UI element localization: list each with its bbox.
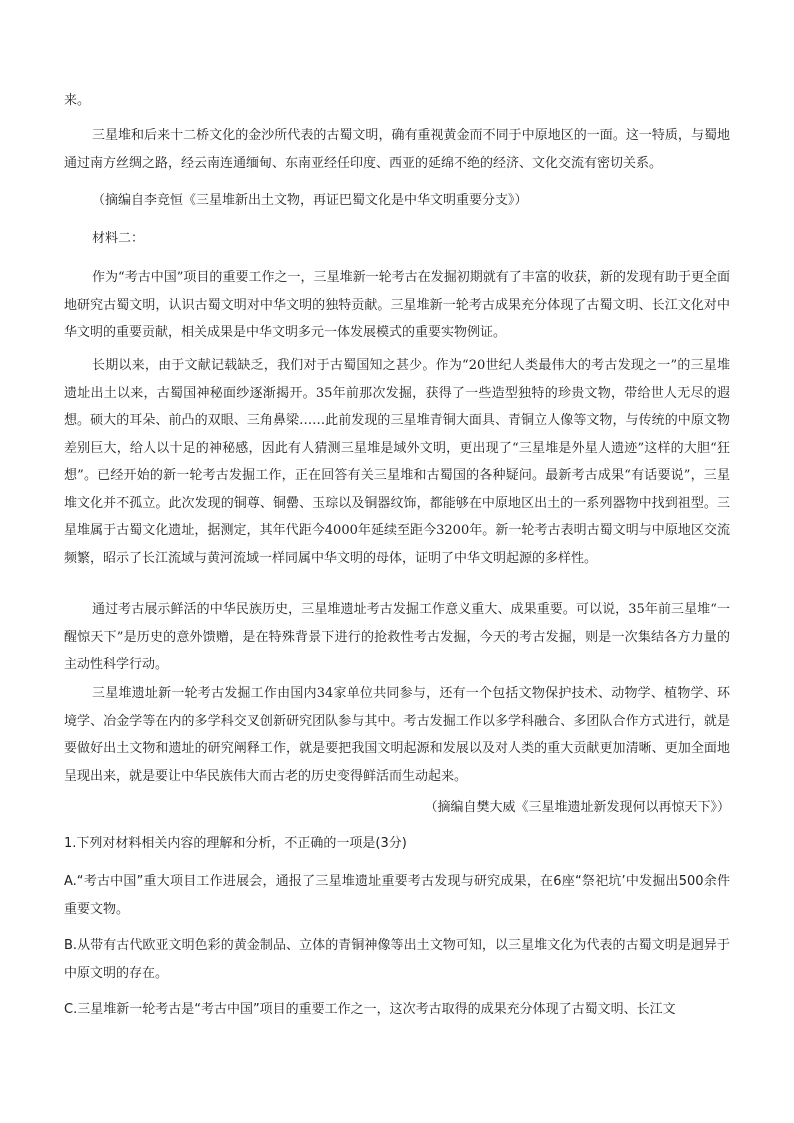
question-1-option-c[interactable]: C.三星堆新一轮考古是“考古中国”项目的重要工作之一，这次考古取得的成果充分体现了古蜀文明、长江文 [64, 1002, 676, 1017]
material2-heading: 材料二： [92, 231, 145, 246]
continuation-text: 来。 [64, 93, 91, 108]
question-1-stem: 1.下列对材料相关内容的理解和分析，不正确的一项是(3分) [64, 836, 407, 851]
material2-paragraph-3: 通过考古展示鲜活的中华民族历史，三星堆遗址考古发掘工作意义重大、成果重要。可以说，35年前三星堆“一醒惊天下”是历史的意外馈赠，是在特殊背景下进行的抢救性考古发掘，今天的考古发掘，则是一次集结各方力量的主动性科学行动。 [64, 602, 730, 672]
material2-paragraph-4: 三星堆遗址新一轮考古发掘工作由国内34家单位共同参与，还有一个包括文物保护技术、动物学、植物学、环境学、冶金学等在内的多学科交叉创新研究团队参与其中。考古发掘工作以多学科融合、多团队合作方式进行，就是要做好出土文物和遗址的研究阐释工作，就是要把我国文明起源和发展以及对人类的重大贡献更加清晰、更加全面地呈现出来，就是要让中华民族伟大而古老的历史变得鲜活而生动起来。 [64, 686, 730, 784]
material2-source: （摘编自樊大威《三星堆遗址新发现何以再惊天下》） [424, 800, 730, 815]
question-1-option-b[interactable]: B.从带有古代欧亚文明色彩的黄金制品、立体的青铜神像等出土文物可知，以三星堆文化为代表的古蜀文明是迥异于中原文明的存在。 [64, 938, 730, 981]
material1-source: （摘编自李竞恒《三星堆新出土文物，再证巴蜀文化是中华文明重要分支》） [92, 193, 528, 208]
material2-paragraph-1: 作为“考古中国”项目的重要工作之一，三星堆新一轮考古在发掘初期就有了丰富的收获，新的发现有助于更全面地研究古蜀文明，认识古蜀文明对中华文明的独特贡献。三星堆新一轮考古成果充分体现了古蜀文明、长江文化对中华文明的重要贡献，相关成果是中华文明多元一体发展模式的重要实物例证。 [64, 270, 730, 340]
question-1-option-a[interactable]: A.“考古中国”重大项目工作进展会，通报了三星堆遗址重要考古发现与研究成果，在6座“祭祀坑’中发掘出500余件重要文物。 [64, 874, 730, 917]
material2-paragraph-2: 长期以来，由于文献记载缺乏，我们对于古蜀国知之甚少。作为“20世纪人类最伟大的考古发现之一”的三星堆遗址出土以来，古蜀国神秘面纱逐渐揭开。35年前那次发掘，获得了一些造型独特的珍贵文物，带给世人无尽的遐想。硕大的耳朵、前凸的双眼、三角鼻梁……此前发现的三星堆青铜大面具、青铜立人像等文物，与传统的中原文物差别巨大，给人以十足的神秘感，因此有人猜测三星堆是域外文明，更出现了“三星堆是外星人遗迹”这样的大胆“狂想”。已经开始的新一轮考古发掘工作，正在回答有关三星堆和古蜀国的各种疑问。最新考古成果“有话要说”，三星堆文化并不孤立。此次发现的铜尊、铜罍、玉琮以及铜器纹饰，都能够在中原地区出土的一系列器物中找到祖型。三星堆属于古蜀文化遗址，据测定，其年代距今4000年延续至距今3200年。新一轮考古表明古蜀文明与中原地区交流频繁，昭示了长江流域与黄河流域一样同属中华文明的母体，证明了中华文明起源的多样性。 [64, 358, 730, 566]
material1-closing-paragraph: 三星堆和后来十二桥文化的金沙所代表的古蜀文明，确有重视黄金而不同于中原地区的一面。这一特质，与蜀地通过南方丝绸之路，经云南连通缅甸、东南亚经任印度、西亚的延绵不绝的经济、文化交流有密切关系。 [64, 128, 730, 171]
